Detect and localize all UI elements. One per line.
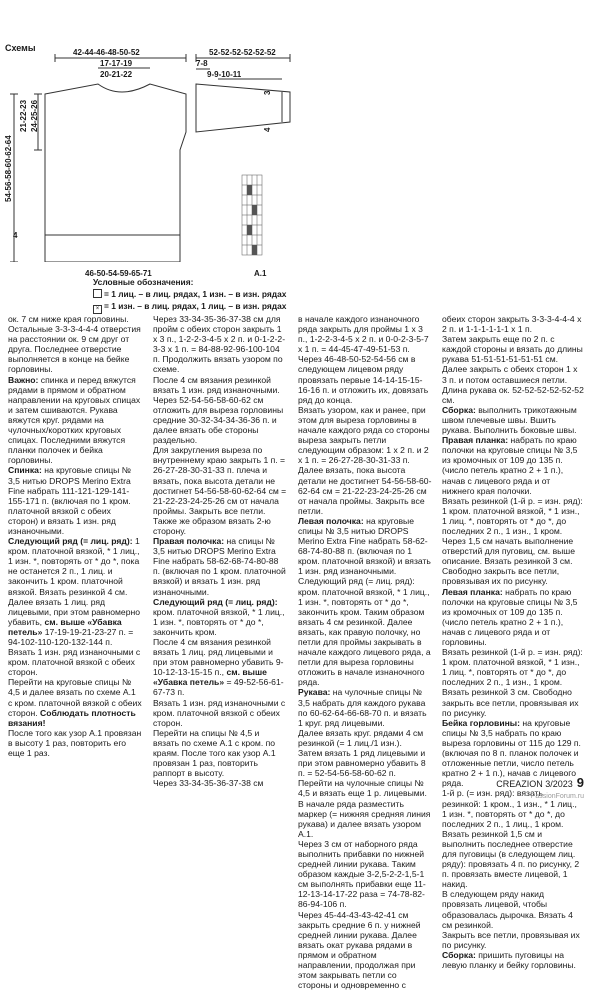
- bold-heading: Левая планка:: [442, 586, 503, 597]
- paragraph: Через 3 см от наборного ряда выполнить прибавки по нижней средней линии рукава. Таким образом каждые 3-2,5-2-2-1,5-1 см выполнять прибавки еще 11-12-13-14-17-22 раза = 74-78-82-86-94-106 п.: [298, 838, 426, 910]
- paragraph: Затем вязать 1 ряд лицевыми и при этом равномерно убавить 8 п. = 52-54-56-58-60-62 п.: [298, 748, 426, 779]
- shoulder-width-label: 17-17-19: [100, 59, 133, 68]
- paragraph: 1-й р. (= изн. ряд): вязать резинкой: 1 кром., 1 изн., * 1 лиц., 1 изн. *, повторять от * до *, до последних 2 п., 1 лиц., 1 кром. Вязать резинкой 1,5 см и выполнить последнее отверстие для пуговицы (в следующем лиц. ряду): провязать 4 п. по рисунку, 2 п. провязать вместе лицевой, 1 накид.: [442, 788, 580, 890]
- paragraph: Перейти на спицы № 4,5 и вязать по схеме A.1 с кром. по краям. После того как узор A.1 провязан 1 раз, повторить раппорт в высоту.: [153, 727, 276, 779]
- paragraph: Правая планка: набрать по краю полочки на круговые спицы № 3,5 из кромочных от 109 до 135 п. (число петель кратно 2 + 1 п.), начав с лицевого ряда и от нижнего края полочки.: [442, 435, 578, 496]
- paragraph: После 4 см вязания резинкой вязать 1 лиц. ряд лицевыми и при этом равномерно убавить 9-10-12-13-15-15 п., см. выше «Убавка петель» = 49-52-56-61-67-73 п.: [153, 637, 284, 698]
- neck-width-label: 20-21-22: [100, 70, 133, 79]
- paragraph: Закрыть все петли, провязывая их по рисунку.: [442, 929, 580, 950]
- paragraph: Вязать резинкой (1-й р. = изн. ряд): 1 кром. платочной вязкой, * 1 изн., 1 лиц. *, повторять от * до *, до последних 2 п., 1 изн., 1 кром. Вязать резинкой 3 см. Свободно закрыть все петли, провязывая их по рисунку.: [442, 647, 583, 718]
- bold-heading: Спинка:: [8, 465, 42, 476]
- bold-heading: см. выше «Убавка петель»: [153, 667, 267, 688]
- paragraph: в начале каждого изнаночного ряда закрыть для проймы 1 х 3 п., 1-2-2-3-4-5 х 2 п. и 0-0-2-3-5-7 х 1 п. = 44-45-47-49-51-53 п.: [298, 314, 429, 355]
- text-column-4: [442, 314, 584, 970]
- paragraph: Следующий ряд (= лиц. ряд): кром. платочной вязкой, * 1 лиц., 1 изн. *, повторять от * до *, закончить кром. Таким образом вязать 4 см резинкой. Далее вязать, как правую полочку, но петли для проймы закрывать в начале каждого лицевого ряда, а петли для выреза горловины отложить в начале изнаночного ряда.: [298, 576, 431, 688]
- bold-heading: Следующий ряд (= лиц. ряд):: [153, 596, 278, 607]
- paragraph: Через 45-44-43-43-42-41 см закрыть средние 6 п. у нижней средней линии рукава. Далее вязать окат рукава рядами в прямом и обратном направлении, продолжая при этом закрывать петли со стороны и одновременно с: [298, 909, 421, 990]
- bold-heading: Соблюдать плотность вязания!: [8, 707, 136, 728]
- paragraph: Важно: спинка и перед вяжутся рядами в прямом и обратном направлении на круговых спицах и затем сшиваются. Рукава вяжутся круг. рядами на чулочных/коротких круговых спицах. Последними вяжутся планки полочек и бейка горловины.: [8, 374, 141, 466]
- purl-symbol-icon: ×: [93, 305, 102, 314]
- paragraph: Для закругления выреза по внутреннему краю закрыть 1 п. = 26-27-28-30-31-33 п. плеча и вязать, пока высота детали не достигнет 54-56-58-60-62-64 см = 21-22-23-24-25-26 см от начала проймы. Закрыть все петли. Также же образом вязать 2-ю сторону.: [153, 445, 287, 536]
- armhole-depth-label: 21-22-23: [19, 99, 28, 132]
- armhole-depth-label-2: 24-25-26: [30, 99, 39, 132]
- legend-item-text: = 1 изн. – в лиц. рядах, 1 лиц. – в изн. рядах: [104, 301, 287, 311]
- magazine-issue: CREAZION 3/2023: [496, 779, 573, 789]
- paragraph: Вязать резинкой (1-й р. = изн. ряд): 1 кром. платочной вязкой, * 1 изн., 1 лиц. *, повторять от * до *, до последних 2 п., 1 изн., 1 кром.: [442, 495, 583, 536]
- bold-heading: Сборка:: [442, 404, 476, 415]
- watermark: PassionForum.ru: [530, 793, 584, 800]
- text-column-2: [153, 314, 287, 788]
- schematic-drawing: [0, 0, 296, 262]
- sleeve-top-label: 9-9-10-11: [207, 70, 242, 79]
- knit-symbol-icon: [93, 289, 102, 298]
- paragraph: Следующий ряд (= лиц. ряд): кром. платочной вязкой, * 1 лиц., 1 изн. *, повторять от * до *, закончить кром.: [153, 596, 285, 637]
- paragraph: Через 46-48-50-52-54-56 см в следующем лицевом ряду провязать первые 14-14-15-15-16-16 п. и отложить их, довязать ряд до конца.: [298, 354, 429, 405]
- total-length-label: 54-56-58-60-62-64: [4, 135, 13, 202]
- bold-heading: Сборка:: [442, 949, 476, 960]
- paragraph: Вязать 1 изн. ряд изнаночными с кром. платочной вязкой с обеих сторон.: [8, 647, 141, 678]
- chart-caption: A.1: [254, 269, 267, 278]
- text-column-3: [298, 314, 432, 990]
- sleeve-small-label: 3: [263, 90, 272, 95]
- paragraph: После того как узор A.1 провязан в высоту 1 раз, повторить его еще 1 раз.: [8, 727, 142, 759]
- bold-heading: Бейка горловины:: [442, 717, 521, 728]
- sleeve-cap-label: 7-8: [196, 59, 208, 68]
- paragraph: Сборка: выполнить трикотажным швом плечевые швы. Вшить рукава. Выполнить боковые швы.: [442, 404, 577, 436]
- body-width-label: 46-50-54-59-65-71: [85, 269, 152, 278]
- paragraph: Левая планка: набрать по краю полочки на круговые спицы № 3,5 из кромочных от 109 до 135 п. (число петель кратно 2 + 1 п.), начав с лицевого ряда и от горловины.: [442, 586, 578, 647]
- bold-heading: см. выше «Убавка петель»: [8, 616, 122, 637]
- paragraph: ок. 7 см ниже края горловины. Остальные 3-3-3-4-4-4 отверстия на расстоянии ок. 9 см друг от друга. Последнее отверстие выполняется в конце на бейке горловины.: [8, 314, 141, 375]
- paragraph: Через 52-54-56-58-60-62 см отложить для выреза горловины средние 30-32-34-34-36-36 п. и далее вязать обе стороны раздельно.: [153, 394, 284, 446]
- schematics-title: Схемы: [5, 43, 36, 53]
- paragraph: Далее вязать 1 лиц. ряд лицевыми, при этом равномерно убавить, см. выше «Убавка петель» 17-19-19-21-23-27 п. = 94-102-110-120-132-144 п.: [8, 596, 141, 647]
- legend-title: Условные обозначения:: [93, 277, 194, 287]
- paragraph: Бейка горловины: на круговые спицы № 3,5 набрать по краю выреза горловины от 115 до 129 п. (включая по 8 п. планок полочек и отложенные петли, число петель кратно 2 + 1 п.), начав с лицевого ряда.: [442, 717, 581, 789]
- paragraph: Правая полочка: на спицы № 3,5 нитью DROPS Merino Extra Fine набрать 58-62-68-74-80-88 п. (включая по 1 кром. платочной вязкой) и вязать 1 изн. ряд изнаночными.: [153, 536, 286, 597]
- text-column-1: [8, 314, 142, 758]
- paragraph: Далее вязать круг. рядами 4 см резинкой (= 1 лиц./1 изн.).: [298, 727, 424, 748]
- paragraph: После 4 см вязания резинкой вязать 1 изн. ряд изнаночными.: [153, 374, 280, 395]
- width-label-back: 42-44-46-48-50-52: [73, 48, 140, 57]
- legend-item: [93, 289, 286, 299]
- paragraph: Рукава: на чулочные спицы № 3,5 набрать для каждого рукава по 60-62-64-66-68-70 п. и вязать 1 круг. ряд лицевыми.: [298, 687, 427, 728]
- paragraph: В следующем ряду накид провязать лицевой, чтобы образовалась дырочка. Вязать 4 см резинкой.: [442, 889, 573, 930]
- paragraph: Левая полочка: на круговые спицы № 3,5 нитью DROPS Merino Extra Fine набрать 58-62-68-74-80-88 п. (включая по 1 кром. платочной вязкой) и вязать 1 изн. ряд изнаночными.: [298, 515, 431, 577]
- sleeve-rib-label: 4: [263, 127, 272, 132]
- bold-heading: Левая полочка:: [298, 515, 364, 526]
- legend-item: [93, 301, 286, 314]
- paragraph: Через 1,5 см начать выполнение отверстий для пуговиц, см. выше описание. Вязать резинкой 3 см. Свободно закрыть все петли, провязывая их по рисунку.: [442, 536, 575, 587]
- sleeve-length-label: 52-52-52-52-52-52: [209, 48, 276, 57]
- page-number: 9: [576, 775, 584, 790]
- legend-item-text: = 1 лиц. – в лиц. рядах, 1 изн. – в изн. рядах: [104, 289, 287, 299]
- paragraph: Сборка: пришить пуговицы на левую планку и бейку горловины.: [442, 949, 576, 970]
- bold-heading: Правая планка:: [442, 435, 509, 446]
- page-footer: [496, 775, 584, 790]
- paragraph: Затем закрыть еще по 2 п. с каждой стороны и вязать до длины рукава 51-51-51-51-51-51 см. Далее закрыть с обеих сторон 1 х 3 п. и потом оставшиеся петли. Длина рукава ок. 52-52-52-52-52-52 см.: [442, 334, 584, 405]
- paragraph: Перейти на чулочные спицы № 4,5 и вязать еще 1 р. лицевыми. В начале ряда разместить маркер (= нижняя средняя линия рукава) и далее вязать узором A.1.: [298, 778, 431, 839]
- paragraph: Спинка: на круговые спицы № 3,5 нитью DROPS Merino Extra Fine набрать 111-121-129-141-155-171 п. (включая по 1 кром. платочной вязкой с обеих сторон) и вязать 1 изн. ряд изнаночными.: [8, 465, 131, 536]
- paragraph: Вязать 1 изн. ряд изнаночными с кром. платочной вязкой с обеих сторон.: [153, 697, 286, 728]
- bold-heading: Правая полочка:: [153, 536, 225, 547]
- paragraph: обеих сторон закрыть 3-3-3-4-4-4 х 2 п. и 1-1-1-1-1-1 х 1 п.: [442, 314, 582, 335]
- bold-heading: Важно:: [8, 374, 39, 385]
- bold-heading: Рукава:: [298, 687, 331, 698]
- paragraph: Через 33-34-35-36-37-38 см: [153, 778, 264, 789]
- paragraph: Перейти на круговые спицы № 4,5 и далее вязать по схеме A.1 с кром. платочной вязкой с обеих сторон. Соблюдать плотность вязания!: [8, 677, 142, 728]
- paragraph: Вязать узором, как и ранее, при этом для выреза горловины в начале каждого ряда со стороны выреза закрыть петли следующим образом: 1 х 2 п. и 2 х 1 п. = 26-27-28-30-31-33 п.: [298, 404, 430, 466]
- paragraph: Далее вязать, пока высота детали не достигнет 54-56-58-60-62-64 см = 21-22-23-24-25-26 см от начала проймы. Закрыть все петли.: [298, 465, 432, 516]
- paragraph: Через 33-34-35-36-37-38 см для пройм с обеих сторон закрыть 1 х 3 п., 1-2-2-3-4-5 х 2 п. и 0-1-2-2-3-3 х 1 п. = 84-88-92-96-100-104 п. Продолжить вязать узором по схеме.: [153, 314, 286, 375]
- body-rib-label: 4: [13, 231, 18, 240]
- bold-heading: Следующий ряд (= лиц. ряд):: [8, 536, 133, 547]
- paragraph: Следующий ряд (= лиц. ряд): 1 кром. платочной вязкой, * 1 лиц., 1 изн. *, повторять от * до *, пока не останется 2 п., 1 лиц. и закончить 1 кром. платочной вязкой. Вязать резинкой 4 см.: [8, 536, 140, 597]
